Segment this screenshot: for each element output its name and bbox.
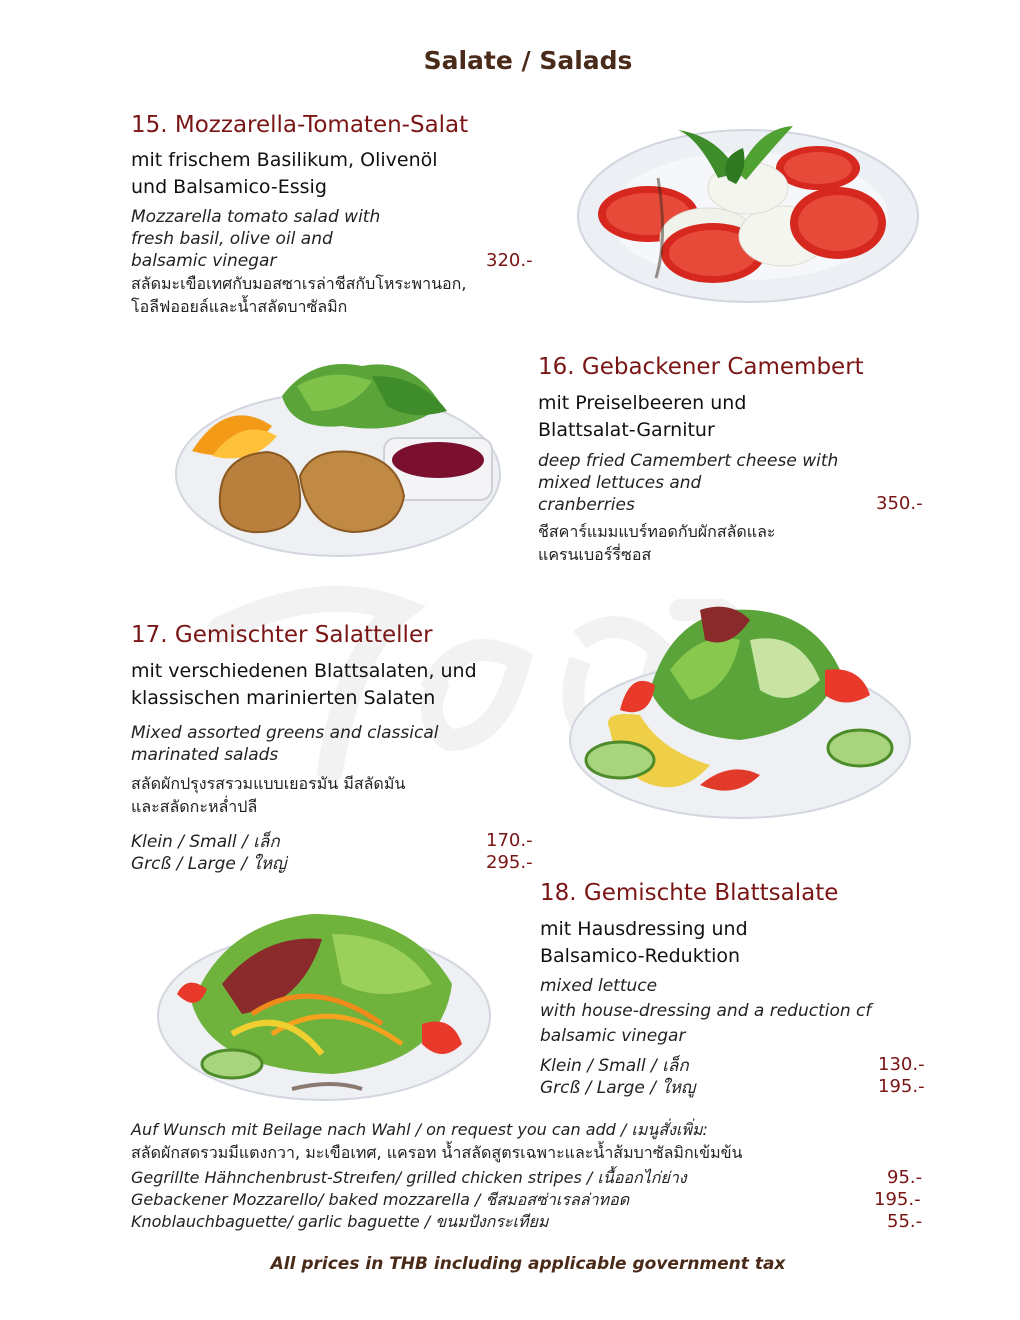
item-17-title: 17. Gemischter Salatteller: [131, 622, 433, 648]
extra-baguette-label: Knoblauchbaguette/ garlic baguette / ขนมปังกระเทียม: [131, 1212, 549, 1231]
item-16-th-line-1: ชีสคาร์แมมแบร์ทอดกับผักสลัดและ: [538, 522, 776, 541]
item-15-english-description: [131, 206, 380, 272]
item-15-en-line-2: fresh basil, olive oil and: [131, 229, 333, 249]
item-18-de-line-1: mit Hausdressing und: [540, 918, 748, 940]
item-17-german-description: [131, 658, 477, 712]
item-18-german-description: [540, 916, 748, 970]
item-17-de-line-2: klassischen marinierten Salaten: [131, 687, 436, 709]
item-18-en-line-3: balsamic vinegar: [540, 1026, 686, 1046]
item-16-english-description: [538, 450, 838, 516]
item-15-german-description: [131, 147, 438, 201]
item-15-en-line-3: balsamic vinegar: [131, 251, 277, 271]
item-18-size-small-price: 130.-: [878, 1054, 925, 1075]
item-15-de-line-2: und Balsamico-Essig: [131, 176, 327, 198]
item-17-de-line-1: mit verschiedenen Blattsalaten, und: [131, 660, 477, 682]
item-17-size-small-label: Klein / Small / เล็ก: [131, 832, 280, 852]
item-15-title: 15. Mozzarella-Tomaten-Salat: [131, 112, 469, 138]
item-17-th-line-2: และสลัดกะหล่ำปลี: [131, 797, 258, 816]
item-17-size-small-price: 170.-: [486, 830, 533, 851]
item-17-en-line-1: Mixed assorted greens and classical: [131, 723, 439, 743]
item-18-en-line-2: with house-dressing and a reduction cf: [540, 1001, 872, 1021]
item-18-size-large-price: 195.-: [878, 1076, 925, 1097]
item-17-size-large-label: Grcß / Large / ใหญ่: [131, 854, 287, 874]
extra-mozzarella-price: 195.-: [874, 1189, 921, 1210]
extras-intro: Auf Wunsch mit Beilage nach Wahl / on request you can add / เมนูสั่งเพิ่ม:: [131, 1120, 708, 1139]
item-16-title: 16. Gebackener Camembert: [538, 354, 864, 380]
mixed-lettuce-photo: [152, 904, 502, 1104]
item-16-german-description: [538, 390, 746, 444]
item-18-english-description: [540, 974, 871, 1049]
page-title: Salate / Salads: [423, 46, 633, 75]
item-18-title: 18. Gemischte Blattsalate: [540, 880, 839, 906]
extra-chicken-label: Gegrillte Hähnchenbrust-Streıfen/ grilled chicken stripes / เนื้ออกไก่ย่าง: [131, 1168, 687, 1187]
mozzarella-tomato-salad-photo: [568, 118, 928, 308]
item-16-de-line-1: mit Preiselbeeren und: [538, 392, 747, 414]
item-18-de-line-2: Balsamico-Reduktion: [540, 945, 741, 967]
item-16-thai-description: [538, 520, 776, 566]
item-15-en-line-1: Mozzarella tomato salad with: [131, 207, 381, 227]
item-16-en-line-2: mixed lettuces and: [538, 473, 702, 493]
item-15-th-line-2: โอลีฟออยล์และน้ำสลัดบาซัลมิก: [131, 297, 348, 316]
mixed-salad-plate-photo: [560, 600, 916, 822]
item-16-de-line-2: Blattsalat-Garnitur: [538, 419, 715, 441]
item-18-size-large-label: Grcß / Large / ใหญู: [540, 1078, 696, 1098]
item-15-thai-description: [131, 272, 466, 318]
price-footnote: All prices in THB including applicable government tax: [270, 1254, 786, 1274]
item-15-de-line-1: mit frischem Basilikum, Olivenöl: [131, 149, 438, 171]
item-16-en-line-1: deep fried Camembert cheese with: [538, 451, 839, 471]
item-16-price: 350.-: [876, 493, 923, 514]
item-16-en-line-3: cranberries: [538, 495, 635, 515]
item-18-size-small-label: Klein / Small / เล็ก: [540, 1056, 689, 1076]
item-17-english-description: [131, 722, 438, 766]
extras-intro-thai: สลัดผักสดรวมมีแตงกวา, มะเขือเทศ, แครอท น้ำสลัดสูตรเฉพาะและน้ำส้มบาซัลมิกเข้มข้น: [131, 1143, 743, 1162]
extra-chicken-price: 95.-: [887, 1167, 923, 1188]
item-18-en-line-1: mixed lettuce: [540, 976, 658, 996]
item-16-th-line-2: แครนเบอร์รี่ซอส: [538, 545, 652, 564]
item-17-th-line-1: สลัดผักปรุงรสรวมแบบเยอรมัน มีสลัดมัน: [131, 774, 406, 793]
item-17-size-large-price: 295.-: [486, 852, 533, 873]
fried-camembert-photo: [172, 356, 508, 560]
item-17-thai-description: [131, 772, 405, 818]
item-15-price: 320.-: [486, 250, 533, 271]
extra-baguette-price: 55.-: [887, 1211, 923, 1232]
extra-mozzarella-label: Gebackener Mozzarello/ baked mozzarella / ชีสมอสซ่าเรลล่าทอด: [131, 1190, 630, 1209]
item-17-en-line-2: marinated salads: [131, 745, 279, 765]
item-15-th-line-1: สลัดมะเขือเทศกับมอสซาเรล่าชีสกับโหระพานอก,: [131, 274, 467, 293]
